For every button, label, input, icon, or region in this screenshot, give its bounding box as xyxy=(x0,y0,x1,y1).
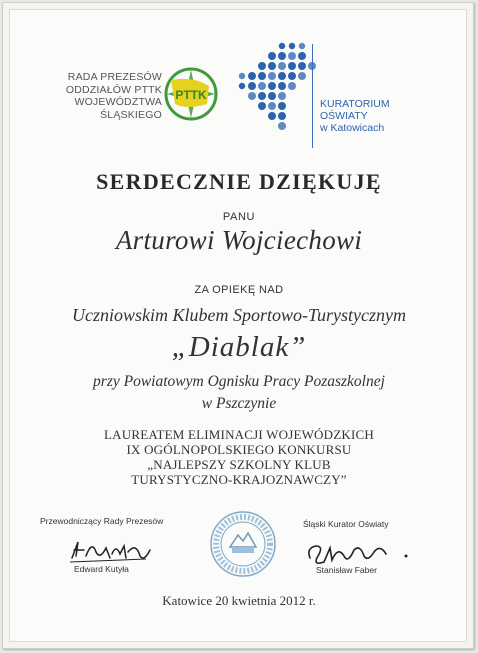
place-line-1: przy Powiatowym Ognisku Pracy Pozaszkolnej xyxy=(93,373,385,390)
pttk-logo-icon xyxy=(163,66,219,122)
logo-dot xyxy=(258,62,266,70)
logo-dot xyxy=(278,82,286,90)
logo-dot xyxy=(268,52,276,60)
logo-dot xyxy=(239,73,245,79)
logo-dot xyxy=(258,102,266,110)
logo-dot xyxy=(298,52,306,60)
left-signatory-role: Przewodniczący Rady Prezesów xyxy=(40,516,164,526)
logo-dot xyxy=(268,92,276,100)
logo-dot xyxy=(278,52,286,60)
award-line: IX OGÓLNOPOLSKIEGO KONKURSU xyxy=(126,442,352,457)
care-line: ZA OPIEKĘ NAD xyxy=(194,284,284,296)
logo-dot xyxy=(278,92,286,100)
logo-dot xyxy=(248,72,256,80)
place-line-2: w Pszczynie xyxy=(201,395,277,412)
kuratorium-logo-icon xyxy=(236,40,318,136)
official-stamp-icon xyxy=(208,509,278,579)
kuratorium-line: KURATORIUM xyxy=(320,98,390,110)
logo-dot xyxy=(268,62,276,70)
pttk-line: ODDZIAŁÓW PTTK xyxy=(65,83,162,96)
logo-dot xyxy=(298,72,306,80)
left-signatory-name: Edward Kutyła xyxy=(74,564,129,574)
logo-dot xyxy=(268,72,276,80)
issue-date: Katowice 20 kwietnia 2012 r. xyxy=(162,593,316,608)
logo-dot xyxy=(278,122,286,130)
logo-dot xyxy=(298,62,306,70)
award-block xyxy=(0,427,478,487)
pttk-line: RADA PREZESÓW xyxy=(67,71,162,83)
logo-dot xyxy=(258,92,266,100)
award-line: TURYSTYCZNO-KRAJOZNAWCZY” xyxy=(131,472,347,487)
right-signatory-name: Stanisław Faber xyxy=(316,565,377,575)
logo-dot xyxy=(278,112,286,120)
pttk-line: ŚLĄSKIEGO xyxy=(100,108,162,121)
logo-dot xyxy=(268,102,276,110)
logo-dot xyxy=(239,83,245,89)
logo-dot xyxy=(258,72,266,80)
honorific: PANU xyxy=(222,211,256,223)
logo-dot xyxy=(278,72,286,80)
logo-dot xyxy=(288,52,296,60)
logo-dot xyxy=(289,43,295,49)
left-signature-icon xyxy=(66,532,156,566)
certificate-title: SERDECZNIE DZIĘKUJĘ xyxy=(96,169,382,194)
pttk-line: WOJEWÓDZTWA xyxy=(74,96,162,108)
recipient-name: Arturowi Wojciechowi xyxy=(115,225,363,255)
right-signatory-role: Śląski Kurator Oświaty xyxy=(303,519,389,529)
kuratorium-text xyxy=(320,98,390,134)
logo-dot xyxy=(258,82,266,90)
kuratorium-line: OŚWIATY xyxy=(320,110,368,122)
logo-dot xyxy=(268,82,276,90)
logo-dot xyxy=(288,62,296,70)
logo-dot xyxy=(278,102,286,110)
logo-dot xyxy=(278,62,286,70)
award-line: „NAJLEPSZY SZKOLNY KLUB xyxy=(147,457,331,472)
logo-dot xyxy=(268,112,276,120)
kuratorium-divider xyxy=(312,44,313,148)
club-name: „Diablak” xyxy=(171,331,307,363)
logo-dot xyxy=(248,92,256,100)
pttk-logo-text: PTTK xyxy=(175,88,207,102)
logo-dot xyxy=(248,82,256,90)
award-line: LAUREATEM ELIMINACJI WOJEWÓDZKICH xyxy=(104,427,374,442)
logo-dot xyxy=(279,43,285,49)
logo-dot xyxy=(299,43,305,49)
logo-dot xyxy=(288,72,296,80)
pttk-council-text xyxy=(40,71,162,121)
logo-dot xyxy=(288,82,296,90)
club-line: Uczniowskim Klubem Sportowo-Turystycznym xyxy=(72,305,406,325)
kuratorium-line: w Katowicach xyxy=(320,122,385,134)
